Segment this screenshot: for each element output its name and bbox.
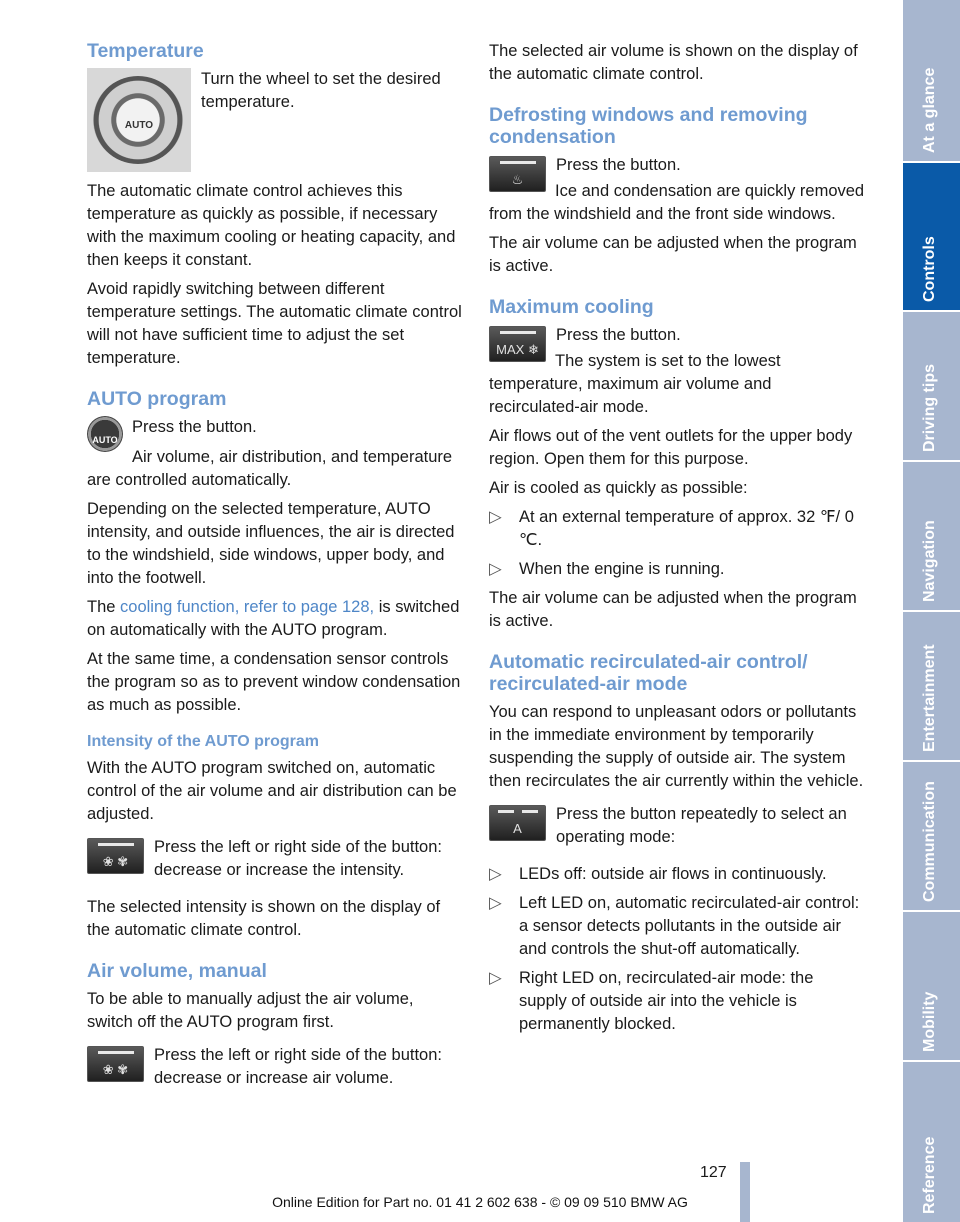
max-button-icon (489, 326, 546, 362)
intensity-paragraph-1: With the AUTO program switched on, automatic control of the air volume and air distribution can be adjusted. (87, 759, 457, 823)
bullet-marker-icon: ▷ (489, 560, 502, 578)
intensity-button-text: Press the left or right side of the button: decrease or increase the intensity. (154, 838, 442, 879)
fan-icon: ❀ ✾ (102, 854, 129, 869)
auto-p2-post: is switched on automatically with the AUTO program. (87, 598, 460, 639)
recirc-button-text: Press the button repeatedly to select an operating mode: (556, 805, 847, 846)
max-paragraph-1: Air flows out of the vent outlets for the upper body region. Open them for this purpose. (489, 427, 853, 468)
tab-communication[interactable] (903, 762, 960, 910)
temperature-knob-image (87, 68, 191, 172)
recirc-heading: Automatic recirculated-air control/ recirculated-air mode (489, 651, 808, 695)
list-item (489, 892, 865, 961)
bullet-text: At an external temperature of approx. 32 ℉/ 0 ℃. (519, 508, 854, 549)
tab-label: Communication (921, 781, 938, 902)
intensity-row (87, 836, 463, 888)
temperature-heading: Temperature (87, 40, 204, 62)
bullet-marker-icon: ▷ (489, 894, 502, 912)
max-paragraph-2: Air is cooled as quickly as possible: (489, 479, 748, 497)
fan-icon: ❀ ✾ (102, 1062, 129, 1077)
list-item (489, 558, 865, 581)
tab-entertainment[interactable] (903, 612, 960, 760)
bullet-text: When the engine is running. (519, 560, 725, 578)
air-volume-button-text: Press the left or right side of the button: decrease or increase air volume. (154, 1046, 442, 1087)
tab-label: Entertainment (921, 644, 938, 752)
footer-text: Online Edition for Part no. 01 41 2 602 638 - © 09 09 510 BMW AG (272, 1194, 688, 1210)
tab-at-a-glance[interactable] (903, 0, 960, 161)
list-item (489, 863, 865, 886)
temperature-intro: Turn the wheel to set the desired temperature. (201, 70, 441, 111)
max-button-label: MAX ❄ (496, 342, 539, 357)
air-volume-paragraph-1: To be able to manually adjust the air volume, switch off the AUTO program first. (87, 990, 414, 1031)
bullet-marker-icon: ▷ (489, 865, 502, 883)
auto-p2-pre: The (87, 598, 121, 616)
bullet-marker-icon: ▷ (489, 508, 502, 526)
recirc-button-icon (489, 805, 546, 841)
temperature-paragraph-2: Avoid rapidly switching between different temperature settings. The automatic climate control will not have sufficient time to adjust the set temperature. (87, 280, 462, 367)
recirc-button-label: A (513, 821, 522, 836)
defrost-press-text: Press the button. (556, 156, 681, 174)
air-volume-display-text: The selected air volume is shown on the display of the automatic climate control. (489, 42, 858, 83)
bullet-marker-icon: ▷ (489, 969, 502, 987)
recirc-bullet-list (489, 863, 865, 1036)
auto-press-text: Press the button. (132, 418, 257, 436)
tab-label: Controls (921, 236, 938, 302)
right-column (489, 40, 865, 1042)
page-number: 127 (700, 1164, 727, 1181)
tab-navigation[interactable] (903, 462, 960, 610)
page-number-bar (740, 1162, 750, 1222)
tab-label: Mobility (921, 991, 938, 1052)
defrost-icon: ♨ (511, 172, 524, 187)
recirc-paragraph-1: You can respond to unpleasant odors or pollutants in the immediate environment by temporarily suspending the supply of outside air. The system then recirculates the air currently within the vehicle. (489, 703, 864, 790)
auto-button-label: AUTO (92, 435, 118, 445)
tab-mobility[interactable] (903, 912, 960, 1060)
bullet-text: Right LED on, recirculated-air mode: the supply of outside air into the vehicle is permanently blocked. (519, 969, 814, 1033)
max-paragraph-3: The air volume can be adjusted when the program is active. (489, 589, 857, 630)
recirc-row (489, 803, 865, 855)
defrost-button-icon (489, 156, 546, 192)
defrost-heading: Defrosting windows and removing condensation (489, 104, 808, 148)
auto-paragraph-3: At the same time, a condensation sensor controls the program so as to prevent window condensation as much as possible. (87, 650, 461, 714)
max-press-text: Press the button. (556, 326, 681, 344)
knob-label: AUTO (124, 120, 154, 131)
bullet-text: Left LED on, automatic recirculated-air control: a sensor detects pollutants in the outside air and controls the shut-off automatically. (519, 894, 860, 958)
tab-label: At a glance (921, 67, 938, 153)
air-volume-button-icon (87, 1046, 144, 1082)
tab-controls[interactable] (903, 163, 960, 310)
tab-driving-tips[interactable] (903, 312, 960, 460)
max-cooling-heading: Maximum cooling (489, 296, 654, 318)
tab-label: Driving tips (921, 363, 938, 452)
cooling-function-link[interactable]: cooling function, refer to page 128, (120, 598, 375, 616)
auto-description: Air volume, air distribution, and temperature are controlled automatically. (87, 448, 453, 489)
defrost-paragraph-1: The air volume can be adjusted when the program is active. (489, 234, 857, 275)
max-description: The system is set to the lowest temperature, maximum air volume and recirculated-air mode. (489, 352, 781, 416)
air-volume-heading: Air volume, manual (87, 960, 267, 982)
left-column (87, 40, 463, 1096)
chapter-sidebar (903, 0, 960, 1222)
temperature-paragraph-1: The automatic climate control achieves this temperature as quickly as possible, if necessary with the maximum cooling or heating capacity, and then keeps it constant. (87, 182, 456, 269)
temperature-intro-row (87, 68, 463, 172)
max-bullet-list (489, 506, 865, 581)
defrost-description: Ice and condensation are quickly removed from the windshield and the front side windows. (489, 182, 865, 223)
list-item (489, 967, 865, 1036)
list-item (489, 506, 865, 552)
intensity-paragraph-2: The selected intensity is shown on the display of the automatic climate control. (87, 898, 441, 939)
tab-label: Reference (921, 1136, 938, 1214)
auto-program-heading: AUTO program (87, 388, 227, 410)
bullet-text: LEDs off: outside air flows in continuously. (519, 865, 827, 883)
tab-label: Navigation (921, 520, 938, 602)
intensity-heading: Intensity of the AUTO program (87, 733, 320, 750)
auto-button-icon (87, 416, 123, 452)
auto-paragraph-2 (87, 596, 463, 642)
air-volume-row (87, 1044, 463, 1096)
auto-paragraph-1: Depending on the selected temperature, AUTO intensity, and outside influences, the air is directed to the windshield, side windows, upper body, and into the footwell. (87, 500, 455, 587)
intensity-button-icon (87, 838, 144, 874)
